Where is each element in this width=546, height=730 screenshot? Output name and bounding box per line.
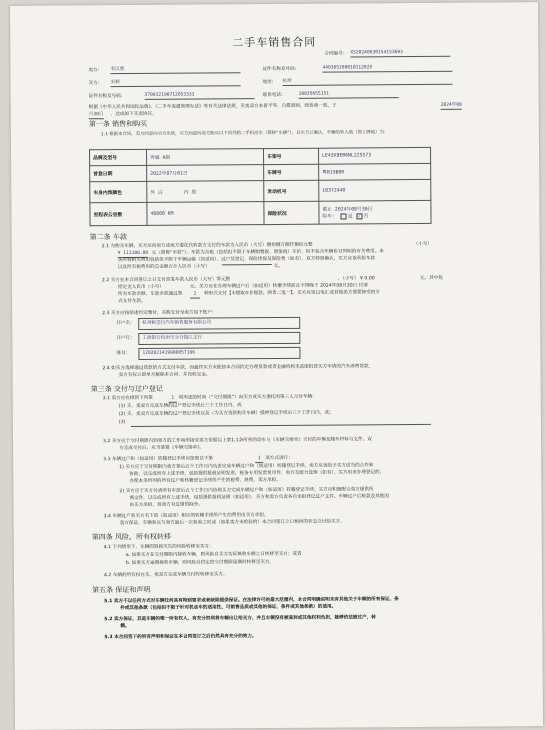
clause-3-1-opt2: (2) 买、卖双方完成车辆的过户登记手续以及（为买方贷款购买车辆）抵押登记手续后三个工作日内，或； <box>118 410 334 418</box>
article5-heading: 第五条 保证和声明 <box>92 585 151 595</box>
brand-value: 奔驰 A级 <box>147 149 264 166</box>
clause-3-3-1: 1) 买方应于交付期限内卖方签后五个工作日内负责完成车辆过户和（如适用）转籍登记手续。卖方应该给予买方适当的合作和 <box>119 463 374 471</box>
clause-4-1-a: a. 如果买方在交付期限内接收车辆，则风险自买方实际接收车辆之日转移至买方；或者 <box>125 551 302 559</box>
buyer-phone-label: 联系电话： <box>262 92 286 99</box>
brand-label: 品牌及型号 <box>90 149 147 165</box>
clause-2-1-d: 以及所有税费用的总金额合计人民币（小写） <box>117 264 210 271</box>
clause-3-3: 3.3 车辆过户和（如适用）转籍登记手续应按照以下第 <box>103 456 214 463</box>
article2-heading: 第二条 车款 <box>89 233 127 242</box>
reg-date-label: 首登日期 <box>90 165 147 181</box>
preamble-date: 2024年08 <box>440 102 462 108</box>
seller-label: 卖方： <box>88 68 103 74</box>
clause-3-3-2b: 需文件，以完成所有上述手续，包括提供报税证明（如适用），买方和卖方负责各自承担登记过户文件。车辆过户后税款及其他因 <box>129 494 390 502</box>
clause-2-4-b: 卖方有权立即单方解除本合同，并没收定金。 <box>118 372 211 379</box>
preamble-date-cont: 月30日 <box>88 112 104 118</box>
vin-label: 车架号 <box>264 148 319 164</box>
clause-2-2-h: 种形式支付【①提取②非提款，两者二选一】。买方应该以电汇或其他卖方需要接受的方 <box>204 290 380 297</box>
account-name-box <box>138 317 300 330</box>
clause-3-1-c: 项所述的时间（“交付期限”）向买方或买方委托的第三人交付车辆： <box>178 394 317 401</box>
clause-3-2-b: 方完成交付后，应当签署《车辆交接单》。 <box>119 445 205 452</box>
engine-label: 发动机号 <box>264 180 319 201</box>
buyer-phone-value: 18835655151 <box>299 91 399 99</box>
clause-3-2: 3.2 买方应于交付期限内到卖方的工作场所接受卖方依据以上第1.1条所列的动车与《车辆交接单》交付的车辆及随车材料与文件。双 <box>103 437 372 445</box>
document-title: 二手车销售合同 <box>232 35 317 50</box>
clause-3-3-2: 2) 买方应于买方付清所有车款后五个工作日内协助买方完成车辆过户和（如适用）转籍登记手续。买方应积极配合卖方提供所 <box>119 487 374 495</box>
preamble-text-cont: ，达成如下买卖协议。 <box>110 111 157 118</box>
vin-value: LE43X8EB6NL225573 <box>319 147 431 164</box>
account-name: 杭州粮堂行汽车销售服务有限公司 <box>142 320 212 326</box>
account-bank-label: 开户行： <box>116 335 135 342</box>
clause-2-4: 2.4 如买方选择通过贷款的方式支付车款，而最终买方未能按本合同约定办理贷款或者金融机构未获能批贷买方申请的汽车消费贷款， <box>102 364 374 372</box>
clause-3-3-1b: 协助，以完成所有上述手续，包括提供报税证明发票，税务专用发票复印件，卖方有能力处理（如有），买方用来办理登记的。 <box>129 470 385 478</box>
account-no-box <box>138 347 300 360</box>
clause-2-2-d: 括定金人民币（小写） <box>117 284 164 291</box>
insurance-value <box>319 200 431 224</box>
contract-no-label: 合同编号： <box>324 51 348 57</box>
buyer-id-value: 370832198712053333 <box>145 92 255 100</box>
clause-2-2-e: 元。买方应在办理车辆过户后（如适用）转槽手续前且不得晚于 2024年08月30日 付清 <box>189 283 368 290</box>
price-value: ¥ 111100.00 <box>117 250 149 257</box>
clause-3-1-opt1: (1) 买、卖双方完成车辆的过户登记手续后三个工作日内，或 <box>118 403 242 410</box>
transfer-option: 1 <box>255 456 263 463</box>
vehicle-table <box>89 147 432 226</box>
clause-3-1: 3.1 卖方应在接到下列第 <box>102 395 153 402</box>
clause-5-1-b: 件或其他条款（包括但不限于针对机动车的适用性、可销售品质或其他的保证，条件或其他条款）的适用。 <box>120 604 337 612</box>
article3-heading: 第三条 交付与过户登记 <box>90 384 163 394</box>
clause-3-4-b: 卖方保证，车辆系以与卖方最后一次检验之时或（如果卖方未检验的）本合同签订之日相同的状态交付给买方。 <box>119 519 345 527</box>
buyer-name: 宋颖 <box>111 79 241 87</box>
buyer-label: 买方： <box>88 81 103 87</box>
theft-insurance-label: 险车： <box>322 214 337 220</box>
engine-value: 10372440 <box>319 179 431 201</box>
article1-text: 1.1 根据本合同，卖方同意向买方出售，买方同意向卖方购买以下所列的二手机动车（简称“车辆”），且买方已确认，车辆的转入地（即上牌地）为： <box>100 130 389 138</box>
clause-2-1-c: 条所称相关费用包括但不限于车辆运输（如适用）、过户及登记、保险续保及保险费（如有）、双方特别确认，买方应该承担车款 <box>117 256 376 264</box>
clause-3-3-2c: 由买方承担，但卖方有过错的除外。 <box>129 502 204 509</box>
account-no: 1202021419900057186 <box>142 350 196 356</box>
clause-5-2-b: 籍。 <box>120 624 130 630</box>
clause-2-3: 2.3 买方应按前述约定缴付，买购支付至卖方如下账户： <box>102 310 217 317</box>
clause-2-2-small: ，（小写） ¥ 0.00 <box>337 276 375 282</box>
clause-5-1: 5.1 卖方不以任何方式对车辆任何具有特别要求或者缺陷提供保证。在法律许可的最大范围内，本合同明确说明未有其他关于车辆的所有保证、条 <box>104 597 399 605</box>
clause-5-2: 5.2 卖方保证，其是车辆的唯一所有权人，有充分权利将车辆出让给买方，并且车辆没有被查封或其他权利负担，能够依法被过户，转 <box>104 615 376 623</box>
buyer-address-label: 地址： <box>262 79 277 86</box>
clause-2-1-b: 元（简称“车款”）。车款为含税（包括但不限于车辆购置税、增值税）车价，但不包含车辆价目列明的有关费用。本 <box>151 249 384 256</box>
clause-2-2: 2.2 买方在本合同签订之日支付首笔车款人民币（大写）零元整 <box>101 277 231 284</box>
insurance-expiry: 截止 2024年08月30日 <box>322 207 373 213</box>
clause-3-4: 3.4 车辆过户系买方名下的（如适用）相应的转籍手续所产生的费用由买方承担。 <box>103 513 269 520</box>
clause-4-1-b: b. 如果买方逾期接收车辆，则风险自约定的交付期限届满时转移至买方。 <box>125 560 275 567</box>
buyer-id-label: 证件名称及号码： <box>88 94 126 100</box>
payment-method: 2 <box>190 292 200 299</box>
seller-name: 李汉勇 <box>110 66 240 74</box>
contract-no-value: XS20240830154153693 <box>350 50 450 58</box>
preamble-text: 根据《中华人民共和国民法典》、《二手车流通管理办法》等有关法律法规，买卖双方本着平等、自愿原则，经协商一致，于 <box>88 103 337 111</box>
clause-3-1-opt3: (3) <box>118 420 126 426</box>
no-label: 否 <box>363 214 369 220</box>
exterior-color: 外 白 <box>150 190 163 196</box>
checkbox-no-checked[interactable]: ✓ <box>358 212 361 218</box>
blank-opt3 <box>131 419 431 427</box>
yes-label: 是 <box>347 214 353 220</box>
clause-4-2: 4.2 车辆的所有权在买、卖双方完成车辆交付时转移至买方。 <box>103 572 228 579</box>
checkbox-yes[interactable] <box>341 213 347 219</box>
clause-2-1-small: （小写） <box>413 241 433 248</box>
plate-value: 粤B19B0R <box>319 163 431 180</box>
clause-2-2-c: 元。其中包 <box>419 275 443 281</box>
clause-3-3-1c: 办理本条所列的所有过户和转籍登记手续所产生的税费、规费，卖方承担。 <box>129 477 281 485</box>
article1-heading: 第一条 销售和购买 <box>88 119 148 129</box>
clause-2-2-i: 式支付车款。 <box>118 298 146 305</box>
mileage-label: 里程表公里数 <box>90 202 147 225</box>
clause-4-1: 4.1 下列情形下，车辆的毁损灭失的风险转移至买方： <box>103 544 214 551</box>
plate-label: 车牌号 <box>264 164 319 180</box>
seller-id-label: 证件名称及号码： <box>262 66 300 73</box>
account-name-label: 开户名： <box>116 320 135 327</box>
account-bank: 工商银行杭州市分行钱江支行 <box>142 335 203 341</box>
color-label: 车身内饰颜色 <box>90 181 147 202</box>
insurance-label: 保险状况 <box>264 201 319 224</box>
buyer-address-value: 杭州 <box>283 78 453 86</box>
contract-page <box>10 2 543 730</box>
delivery-option: 1 <box>169 396 177 403</box>
clause-2-1-e: 元。 <box>273 263 284 270</box>
mileage-value: 46000 KM <box>147 202 264 226</box>
reg-date-value: 2022年07月01日 <box>147 165 264 182</box>
clause-2-1: 2.1 为购买车辆，买方应向卖方或卖方委托代收款方支付的车款为人民币（大写）捌拾捌万捌仟捌佰元整 <box>101 242 313 250</box>
article4-heading: 第四条 风险，所有权转移 <box>91 532 171 542</box>
clause-5-3: 5.3 本合同签下的所有声明和保证在本合同签订之后仍然具有充分的效力。 <box>104 634 257 641</box>
theft-insurance <box>322 212 427 220</box>
clause-2-2-f: 所有车款余额。车款余款通过第 <box>118 291 183 298</box>
clause-3-3-c: 项方式进行： <box>265 455 293 462</box>
account-bank-box <box>138 332 300 345</box>
color-value <box>147 181 264 203</box>
interior-color: 内 黑 <box>183 190 197 196</box>
blank-total <box>222 264 272 265</box>
account-no-label: 账号： <box>116 351 131 357</box>
seller-id-value: 44030520001011202X <box>322 65 452 73</box>
